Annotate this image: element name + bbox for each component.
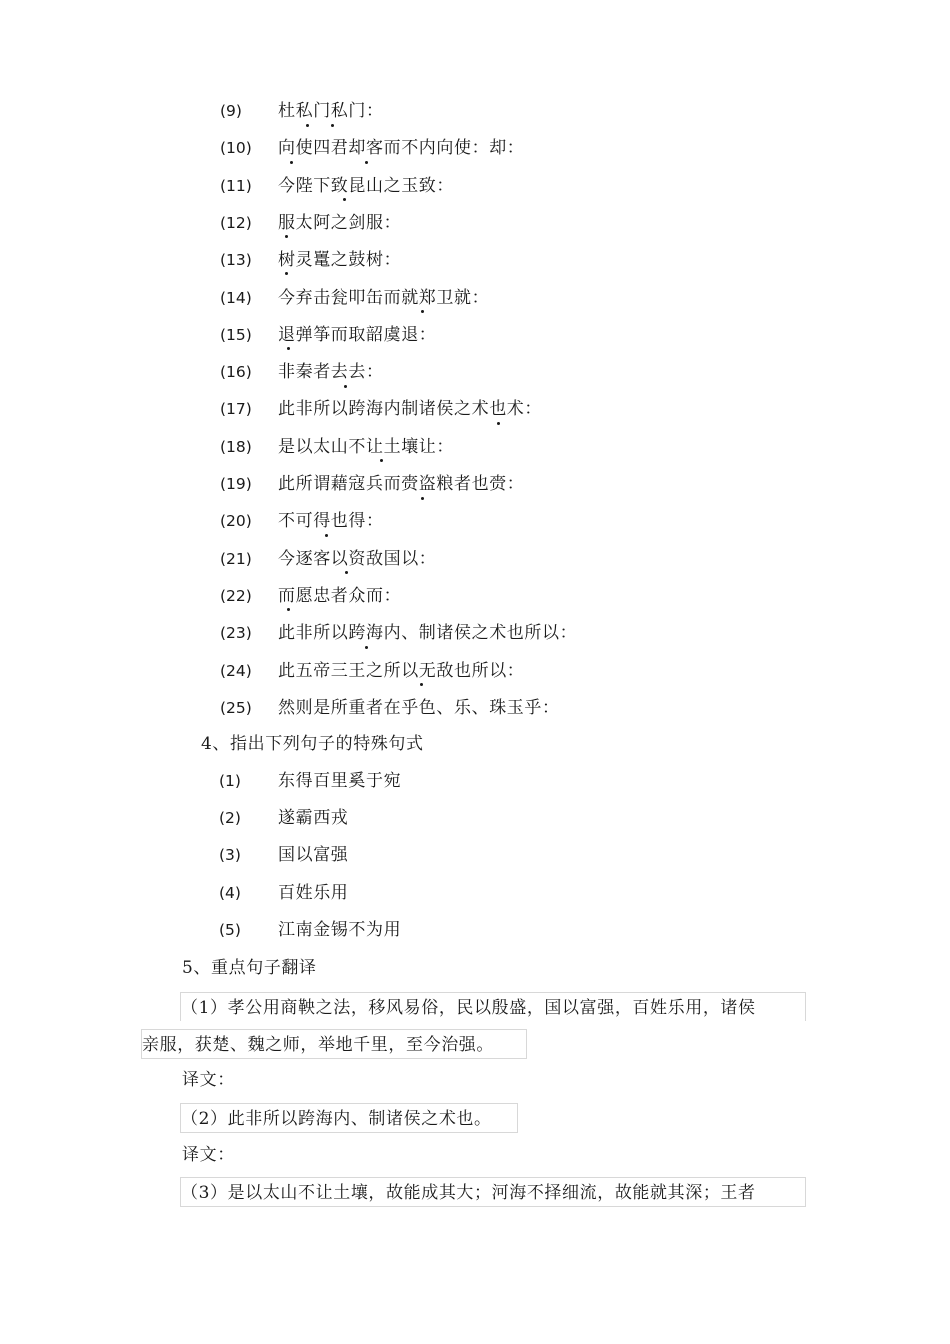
item-text: 此所谓藉寇兵而赍盗粮者也赍： — [278, 474, 525, 494]
item-number: (22) — [220, 586, 252, 605]
item-number: (10) — [220, 139, 252, 158]
emphasis-dot — [331, 124, 334, 127]
emphasis-dot — [343, 198, 346, 201]
emphasis-dot — [306, 124, 309, 127]
translation-question-1-line-2: 亲服，获楚、魏之师，举地千里，至今治强。 — [141, 1029, 527, 1059]
item-number: (9) — [220, 102, 242, 120]
item-number: (5) — [219, 920, 241, 939]
emphasis-dot — [380, 459, 383, 462]
item-number: (14) — [220, 288, 252, 307]
item-text: 今逐客以资敌国以： — [278, 548, 437, 569]
item-text: 杜私门私门： — [278, 101, 384, 121]
item-number: (24) — [220, 661, 252, 680]
item-text: 是以太山不让土壤让： — [278, 436, 454, 457]
item-number: (1) — [219, 772, 241, 790]
item-text: 非秦者去去： — [278, 362, 384, 383]
item-number: (25) — [220, 698, 252, 717]
emphasis-dot — [345, 571, 348, 574]
translation-question-3-line-1: （3）是以太山不让土壤，故能成其大；河海不择细流，故能就其深；王者 — [180, 1177, 806, 1207]
item-number: (15) — [220, 325, 252, 344]
item-number: (17) — [220, 400, 252, 419]
emphasis-dot — [287, 347, 290, 350]
item-text: 然则是所重者在乎色、乐、珠玉乎： — [278, 697, 560, 718]
item-text: 退弹筝而取韶虞退： — [278, 324, 437, 345]
item-number: (2) — [219, 809, 241, 828]
emphasis-dot — [287, 608, 290, 611]
emphasis-dot — [420, 683, 423, 686]
translation-question-1-line-1: （1）孝公用商鞅之法，移风易俗，民以殷盛，国以富强，百姓乐用，诸侯 — [180, 992, 806, 1021]
item-number: (21) — [220, 549, 252, 568]
item-text: 国以富强 — [278, 845, 349, 866]
translation-question-2: （2）此非所以跨海内、制诸侯之术也。 — [180, 1103, 518, 1133]
item-text: 此非所以跨海内制诸侯之术也术： — [278, 399, 542, 420]
item-text: 此五帝三王之所以无敌也所以： — [278, 660, 525, 681]
section-5-heading: 5、重点句子翻译 — [182, 958, 317, 978]
item-text: 江南金锡不为用 — [278, 919, 402, 940]
item-text: 东得百里奚于宛 — [278, 771, 402, 791]
item-text: 今陛下致昆山之玉致： — [278, 175, 454, 196]
item-number: (20) — [220, 512, 252, 531]
item-number: (4) — [219, 883, 241, 902]
item-text: 遂霸西戎 — [278, 808, 349, 829]
item-number: (13) — [220, 251, 252, 270]
item-text: 今弃击瓮叩缶而就郑卫就： — [278, 287, 490, 308]
item-number: (18) — [220, 437, 252, 456]
emphasis-dot — [421, 497, 424, 500]
emphasis-dot — [325, 534, 328, 537]
section-4-heading: 4、指出下列句子的特殊句式 — [201, 734, 424, 754]
item-number: (12) — [220, 213, 252, 232]
emphasis-dot — [421, 310, 424, 313]
item-text: 树灵鼍之鼓树： — [278, 250, 402, 271]
item-text: 此非所以跨海内、制诸侯之术也所以： — [278, 623, 578, 644]
item-number: (11) — [220, 176, 252, 195]
emphasis-dot — [365, 646, 368, 649]
item-number: (3) — [219, 846, 241, 865]
emphasis-dot — [344, 385, 347, 388]
emphasis-dot — [497, 422, 500, 425]
item-text: 服太阿之剑服： — [278, 212, 402, 233]
translation-label: 译文： — [182, 1070, 235, 1090]
item-text: 而愿忠者众而： — [278, 585, 402, 606]
item-number: (23) — [220, 624, 252, 643]
translation-label: 译文： — [182, 1145, 235, 1165]
item-text: 向使四君却客而不内向使：却： — [278, 138, 525, 159]
emphasis-dot — [285, 235, 288, 238]
emphasis-dot — [285, 272, 288, 275]
item-text: 百姓乐用 — [278, 882, 349, 903]
item-number: (16) — [220, 363, 252, 382]
item-text: 不可得也得： — [278, 511, 384, 532]
emphasis-dot — [365, 161, 368, 164]
item-number: (19) — [220, 475, 252, 493]
emphasis-dot — [290, 161, 293, 164]
